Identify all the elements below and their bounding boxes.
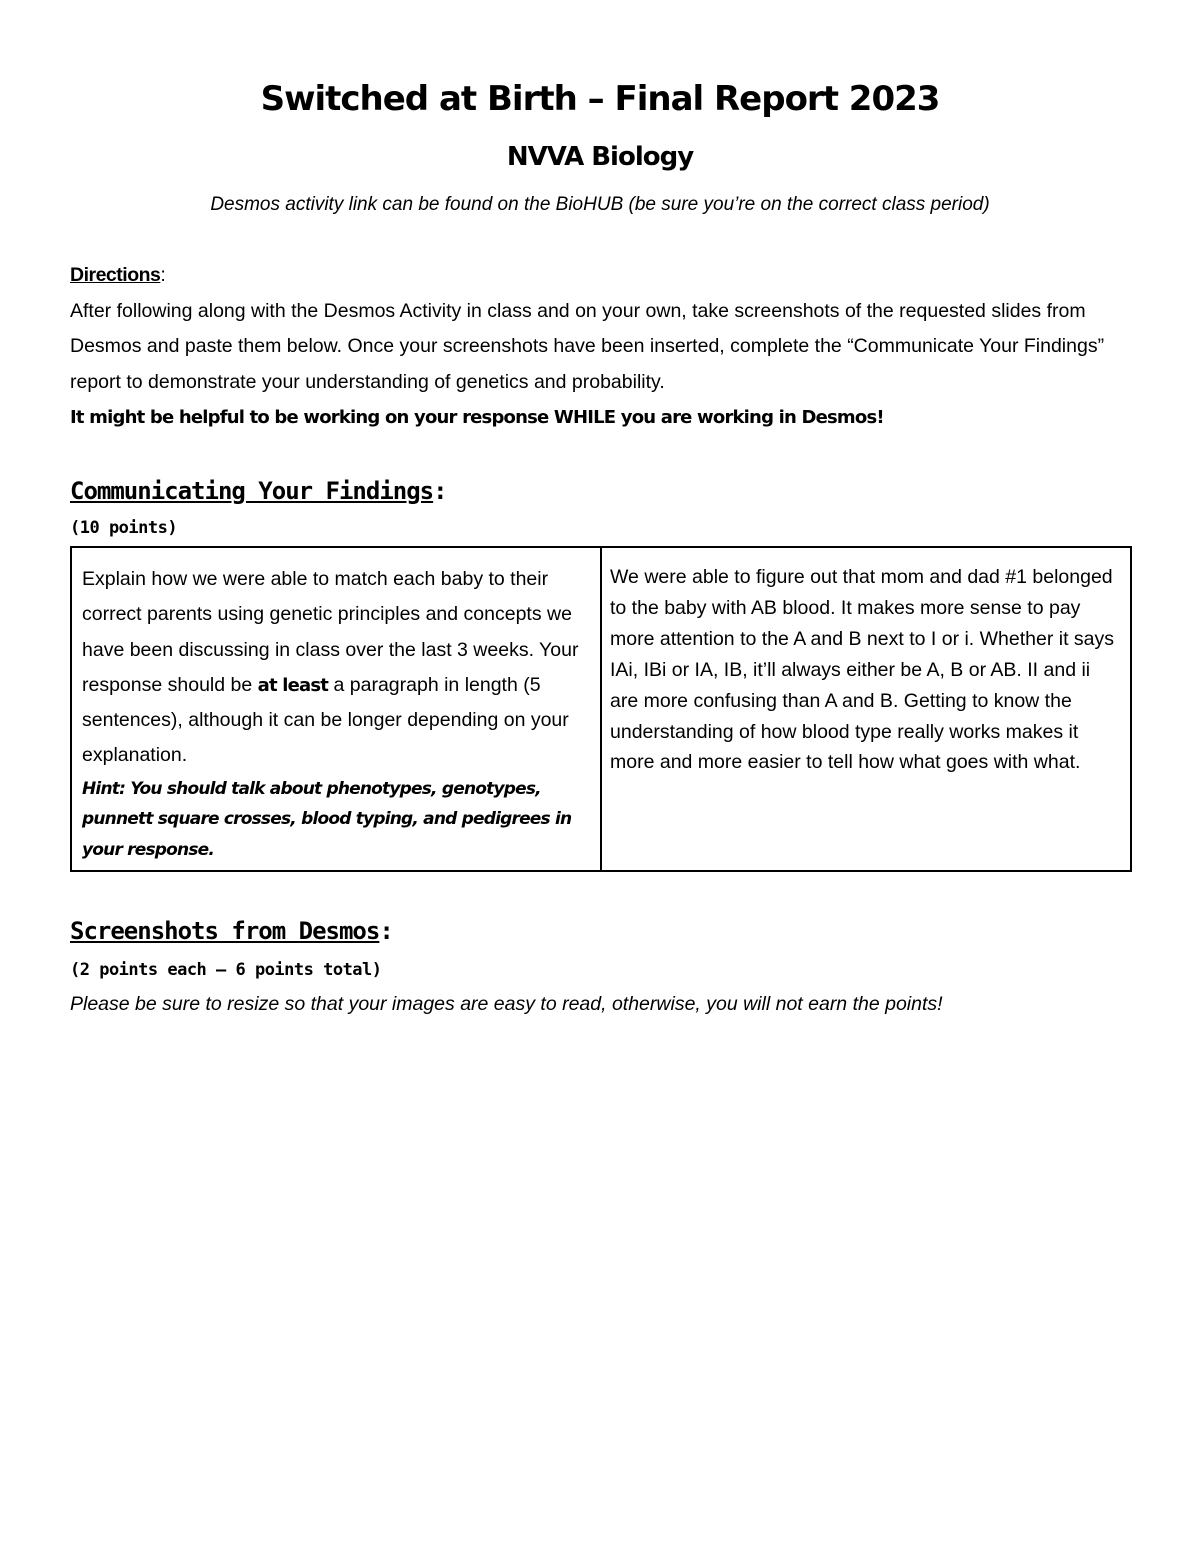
prompt-hint: Hint: You should talk about phenotypes, genotypes, punnett square crosses, blood typing, and pedigrees in your response. <box>82 778 572 860</box>
findings-heading-colon: : <box>433 477 447 505</box>
response-text[interactable]: We were able to figure out that mom and dad #1 belonged to the baby with AB blood. It makes more sense to pay more attention to the A and B next to I or i. Whether it says IAi, IBi or IA, IB, it’ll always either be A, B or AB. II and ii are more confusing than A and B. Getting to know the understanding of how blood type really works makes it more and more easier to tell how what goes with what. <box>610 566 1115 774</box>
screenshots-points: (2 points each – 6 points total) <box>70 960 382 980</box>
findings-table <box>70 546 1132 872</box>
page-title: Switched at Birth – Final Report 2023 <box>260 79 940 119</box>
directions-label: Directions <box>70 264 161 286</box>
resize-note: Please be sure to resize so that your images are easy to read, otherwise, you will not earn the points! <box>70 993 943 1015</box>
prompt-text-part2: a paragraph in length (5 sentences), although it can be longer depending on your explanation. <box>82 673 569 767</box>
prompt-text-bold: at least <box>257 674 329 696</box>
findings-heading <box>70 474 447 508</box>
directions-bold-line: It might be helpful to be working on your response WHILE you are working in Desmos! <box>70 407 884 428</box>
directions-text: After following along with the Desmos Activity in class and on your own, take screenshots of the requested slides from Desmos and paste them below. Once your screenshots have been inserted, complete the “Communicate Your Findings” report to demonstrate your understanding of genetics and probability. <box>70 299 1105 393</box>
screenshots-heading-text: Screenshots from Desmos <box>70 917 380 945</box>
prompt-text-part1: Explain how we were able to match each baby to their correct parents using genetic principles and concepts we have been discussing in class over the last 3 weeks. Your response should be <box>82 568 579 696</box>
page-subtitle: NVVA Biology <box>506 142 694 172</box>
response-cell[interactable] <box>602 548 1130 870</box>
prompt-cell <box>72 548 602 870</box>
findings-points: (10 points) <box>70 518 178 538</box>
directions-colon: : <box>160 264 166 286</box>
screenshots-heading-colon: : <box>379 917 393 945</box>
directions-heading <box>70 258 1140 294</box>
desmos-link-note: Desmos activity link can be found on the BioHUB (be sure you’re on the correct class period) <box>210 194 990 215</box>
screenshots-heading <box>70 914 393 948</box>
directions-section <box>70 258 1140 436</box>
findings-heading-text: Communicating Your Findings <box>70 477 434 505</box>
